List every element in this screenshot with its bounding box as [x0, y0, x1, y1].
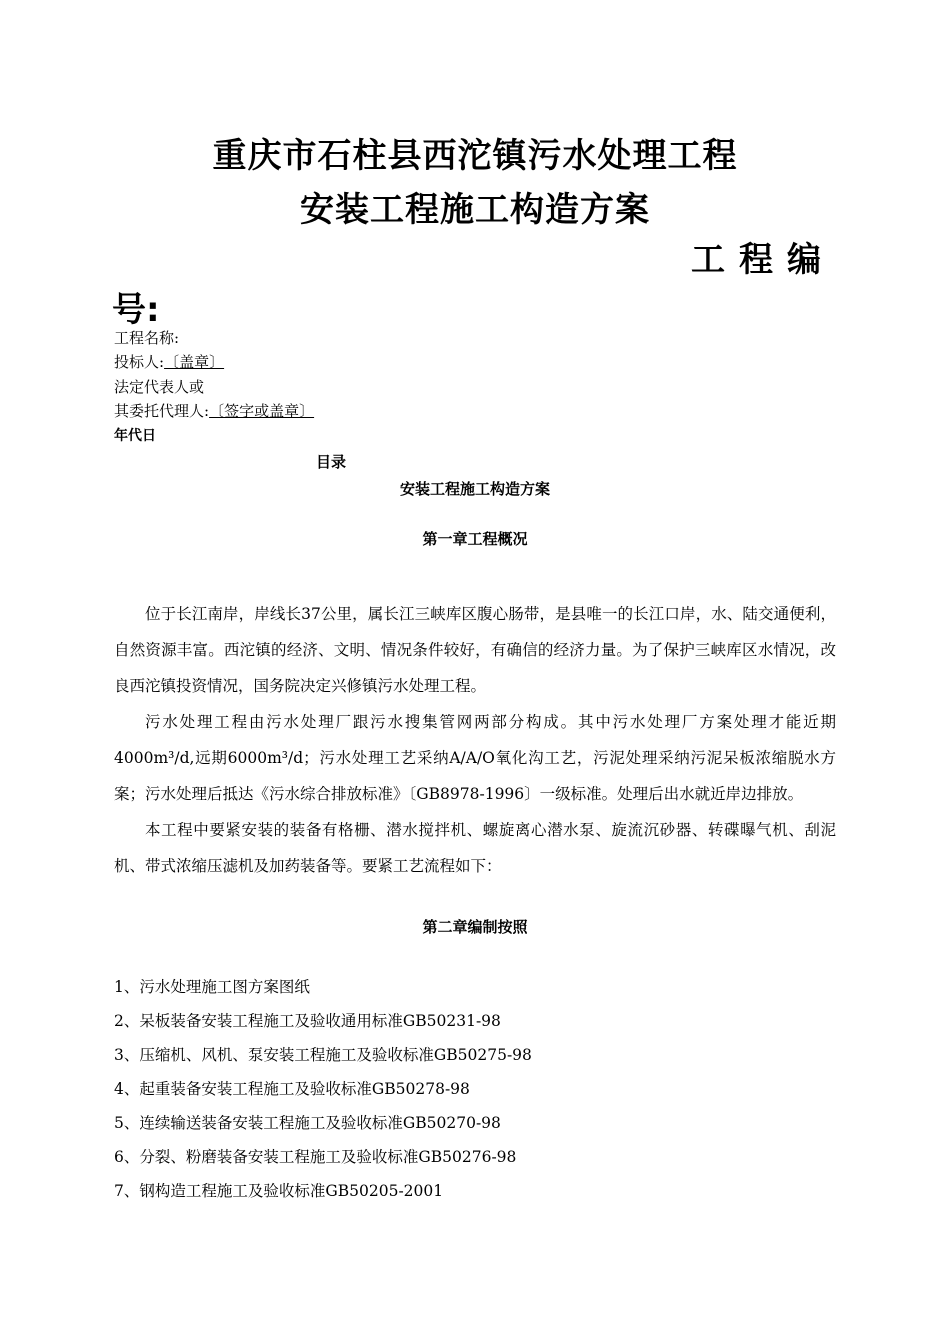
chapter1-paragraph: 污水处理工程由污水处理厂跟污水搜集管网两部分构成。其中污水处理厂方案处理才能近期4000m³/d,远期6000m³/d；污水处理工艺采纳A/A/O氧化沟工艺，污泥处理采纳污泥呆板浓缩脱水方案；污水处理后抵达《污水综合排放标准》〔GB8978-1996〕一级标准。处理后出水就近岸边排放。 [114, 713, 836, 803]
list-item: 7、钢构造工程施工及验收标准GB50205-2001 [114, 1182, 444, 1200]
basis-list [114, 970, 532, 1208]
project-number-label-part1: 工程编 [691, 240, 835, 280]
chapter1-heading: 第一章工程概况 [422, 530, 528, 548]
date-field [114, 426, 156, 446]
legal-representative-label: 法定代表人或 [114, 378, 205, 396]
chapter1-paragraph: 位于长江南岸，岸线长37公里，属长江三峡库区腹心肠带，是县唯一的长江口岸，水、陆交通便利，自然资源丰富。西沱镇的经济、文明、情况条件较好，有确信的经济力量。为了保护三峡库区水情况，改良西沱镇投资情况，国务院决定兴修镇污水处理工程。 [114, 605, 836, 695]
project-number-label-part2: 号: [112, 290, 160, 330]
bidder-label: 投标人: [114, 353, 165, 371]
chapter1-paragraph: 本工程中要紧安装的装备有格栅、潜水搅拌机、螺旋离心潜水泵、旋流沉砂器、转碟曝气机、刮泥机、带式浓缩压滤机及加药装备等。要紧工艺流程如下： [114, 821, 836, 875]
list-item: 1、污水处理施工图方案图纸 [114, 978, 310, 996]
list-item: 6、分裂、粉磨装备安装工程施工及验收标准GB50276-98 [114, 1148, 517, 1166]
date-label: 年代日 [114, 428, 156, 444]
agent-label: 其委托代理人: [114, 402, 210, 420]
list-item: 2、呆板装备安装工程施工及验收通用标准GB50231-98 [114, 1012, 501, 1030]
bidder-seal-placeholder: 〔盖章〕 [164, 353, 225, 371]
project-name-field [114, 328, 179, 348]
document-title-line1: 重庆市石柱县西沱镇污水处理工程 [212, 136, 738, 176]
list-item: 5、连续输送装备安装工程施工及验收标准GB50270-98 [114, 1114, 501, 1132]
agent-field [114, 401, 314, 421]
list-item: 3、压缩机、风机、泵安装工程施工及验收标准GB50275-98 [114, 1046, 532, 1064]
agent-signature-placeholder: 〔签字或盖章〕 [209, 402, 315, 420]
bidder-field [114, 352, 224, 372]
chapter2-heading: 第二章编制按照 [422, 918, 528, 936]
legal-representative-field [114, 377, 204, 397]
project-name-label: 工程名称: [114, 329, 180, 347]
list-item: 4、起重装备安装工程施工及验收标准GB50278-98 [114, 1080, 470, 1098]
section-subtitle: 安装工程施工构造方案 [399, 480, 550, 498]
document-title-line2: 安装工程施工构造方案 [300, 190, 650, 230]
table-of-contents-heading: 目录 [316, 453, 347, 471]
